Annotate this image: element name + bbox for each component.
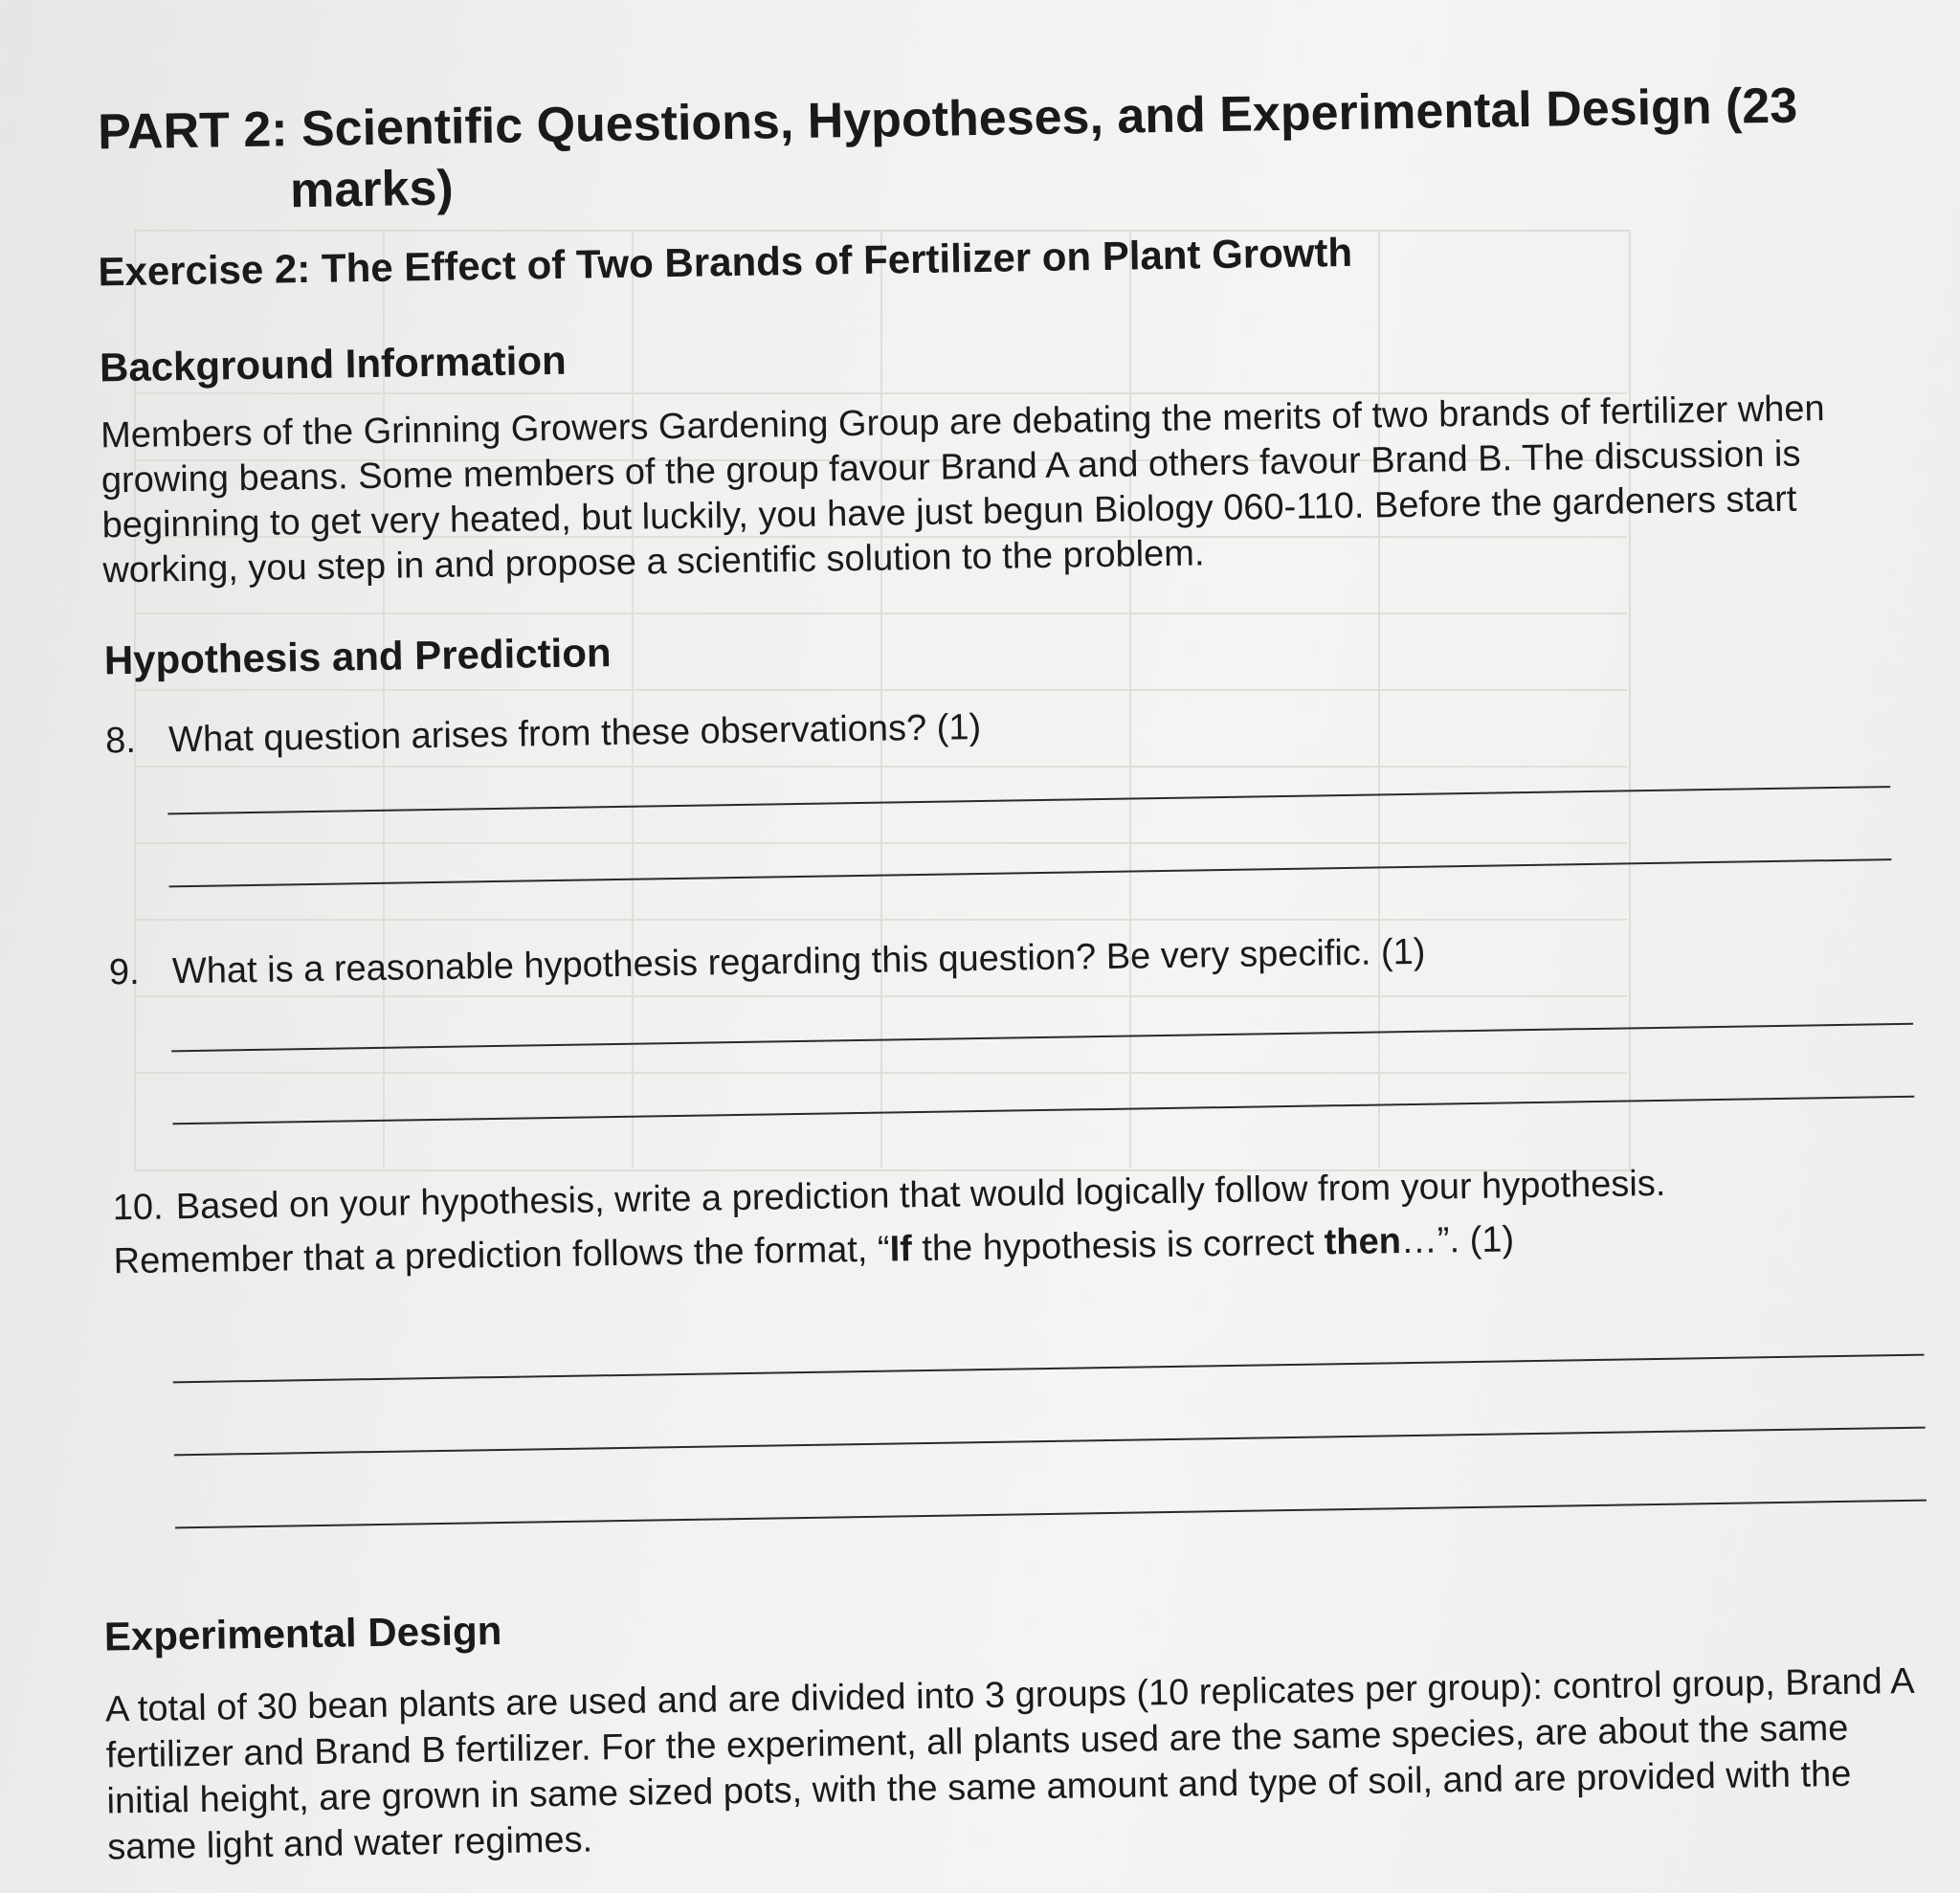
experimental-design-heading: Experimental Design [103, 1607, 502, 1659]
part-title [98, 74, 1870, 224]
answer-line[interactable] [171, 1023, 1913, 1053]
background-heading: Background Information [99, 337, 568, 390]
background-paragraph: Members of the Grinning Growers Gardening Group are debating the merits of two brands of fertilizer when growing beans. Some members of the group favour Brand A and others favour Brand B. The discussion is beginning to get very heated, but luckily, you have just begun Biology 060-110. Before the gardeners start working, you step in and propose a scientific solution to the problem. [100, 389, 1825, 591]
question-text: What is a reasonable hypothesis regarding this question? Be very specific. (1) [171, 931, 1426, 992]
question-text-mid: the hypothesis is correct [911, 1222, 1325, 1270]
question-text: What question arises from these observations? (1) [167, 706, 982, 761]
exercise-title: Exercise 2: The Effect of Two Brands of Fertilizer on Plant Growth [98, 229, 1353, 295]
answer-line[interactable] [175, 1500, 1927, 1529]
question-number: 10. [112, 1187, 164, 1229]
question-9 [109, 920, 1794, 1000]
question-bold-then: then [1324, 1221, 1402, 1263]
answer-line[interactable] [174, 1427, 1926, 1457]
part-title-line2: marks) [289, 160, 455, 219]
answer-line[interactable] [167, 786, 1890, 814]
experimental-design-paragraph: A total of 30 bean plants are used and are divided into 3 groups (10 replicates per group): control group, Brand A fertilizer and Brand B fertilizer. For the experiment, all plants used are the same species, are about the same initial height, are grown in same sized pots, with the same amount and type of soil, and are provided with the same light and water regimes. [104, 1660, 1913, 1868]
question-10 [112, 1155, 1760, 1288]
question-number: 9. [108, 951, 141, 993]
answer-line[interactable] [173, 1354, 1925, 1384]
question-number: 8. [104, 720, 137, 762]
hypothesis-heading: Hypothesis and Prediction [103, 630, 612, 683]
answer-line[interactable] [169, 858, 1892, 887]
question-text: Based on your hypothesis, write a prediction that would logically follow from your hypothesis. Remember that a prediction follows the format, “ [113, 1163, 1666, 1282]
part-title-line1: PART 2: Scientific Questions, Hypotheses, and Experimental Design (23 [97, 78, 1798, 161]
question-text-end: …”. (1) [1400, 1219, 1515, 1262]
answer-line[interactable] [172, 1096, 1914, 1125]
question-8 [105, 688, 1791, 768]
question-bold-if: If [889, 1229, 913, 1270]
